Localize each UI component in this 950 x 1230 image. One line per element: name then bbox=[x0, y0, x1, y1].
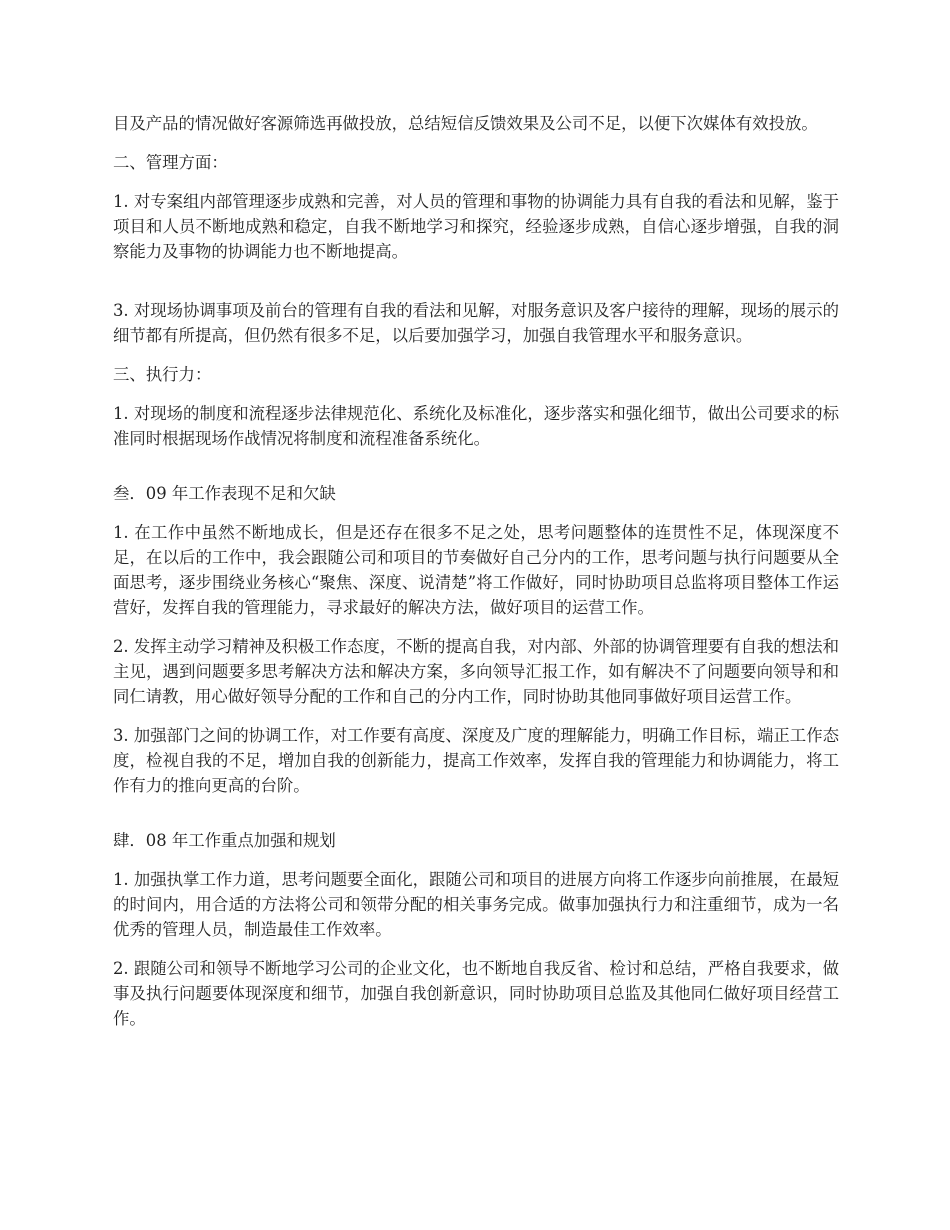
paragraph-management-1: 1. 对专案组内部管理逐步成熟和完善，对人员的管理和事物的协调能力具有自我的看法和见解，鉴于项目和人员不断地成熟和稳定，自我不断地学习和探究，经验逐步成熟，自信心逐步增强，自我的洞察能力及事物的协调能力也不断地提高。 bbox=[113, 192, 839, 261]
section-heading-management: 二、管理方面： bbox=[113, 153, 228, 172]
paragraph-shortcomings-1: 1. 在工作中虽然不断地成长，但是还存在很多不足之处，思考问题整体的连贯性不足，体现深度不足，在以后的工作中，我会跟随公司和项目的节奏做好自己分内的工作，思考问题与执行问题要从全面思考，逐步围绕业务核心“聚焦、深度、说清楚”将工作做好，同时协助项目总监将项目整体工作运营好，发挥自我的管理能力，寻求最好的解决方法，做好项目的运营工作。 bbox=[113, 523, 839, 617]
section-heading-shortcomings: 叁．09 年工作表现不足和欠缺 bbox=[113, 484, 336, 503]
paragraph-shortcomings-2: 2. 发挥主动学习精神及积极工作态度，不断的提高自我，对内部、外部的协调管理要有自我的想法和主见，遇到问题要多思考解决方法和解决方案，多向领导汇报工作，如有解决不了问题要向领导和和同仁请教，用心做好领导分配的工作和自己的分内工作，同时协助其他同事做好项目运营工作。 bbox=[113, 637, 839, 706]
paragraph-plan-1: 1. 加强执掌工作力道，思考问题要全面化，跟随公司和项目的进展方向将工作逐步向前推展，在最短的时间内，用合适的方法将公司和领带分配的相关事务完成。做事加强执行力和注重细节，成为一名优秀的管理人员，制造最佳工作效率。 bbox=[113, 870, 839, 939]
paragraph-shortcomings-3: 3. 加强部门之间的协调工作，对工作要有高度、深度及广度的理解能力，明确工作目标，端正工作态度，检视自我的不足，增加自我的创新能力，提高工作效率，发挥自我的管理能力和协调能力，将工作有力的推向更高的台阶。 bbox=[113, 726, 839, 795]
section-heading-plan: 肆．08 年工作重点加强和规划 bbox=[113, 831, 336, 850]
paragraph-execution-1: 1. 对现场的制度和流程逐步法律规范化、系统化及标准化，逐步落实和强化细节，做出公司要求的标准同时根据现场作战情况将制度和流程准备系统化。 bbox=[113, 404, 839, 448]
section-heading-execution: 三、执行力： bbox=[113, 365, 212, 384]
paragraph-intro-continuation: 目及产品的情况做好客源筛选再做投放，总结短信反馈效果及公司不足，以便下次媒体有效投放。 bbox=[113, 114, 818, 133]
document-page bbox=[113, 111, 839, 1045]
paragraph-plan-2: 2. 跟随公司和领导不断地学习公司的企业文化，也不断地自我反省、检讨和总结，严格自我要求，做事及执行问题要体现深度和细节，加强自我创新意识，同时协助项目总监及其他同仁做好项目经营工作。 bbox=[113, 959, 839, 1028]
paragraph-management-3: 3. 对现场协调事项及前台的管理有自我的看法和见解，对服务意识及客户接待的理解，现场的展示的细节都有所提高，但仍然有很多不足，以后要加强学习，加强自我管理水平和服务意识。 bbox=[113, 301, 839, 345]
